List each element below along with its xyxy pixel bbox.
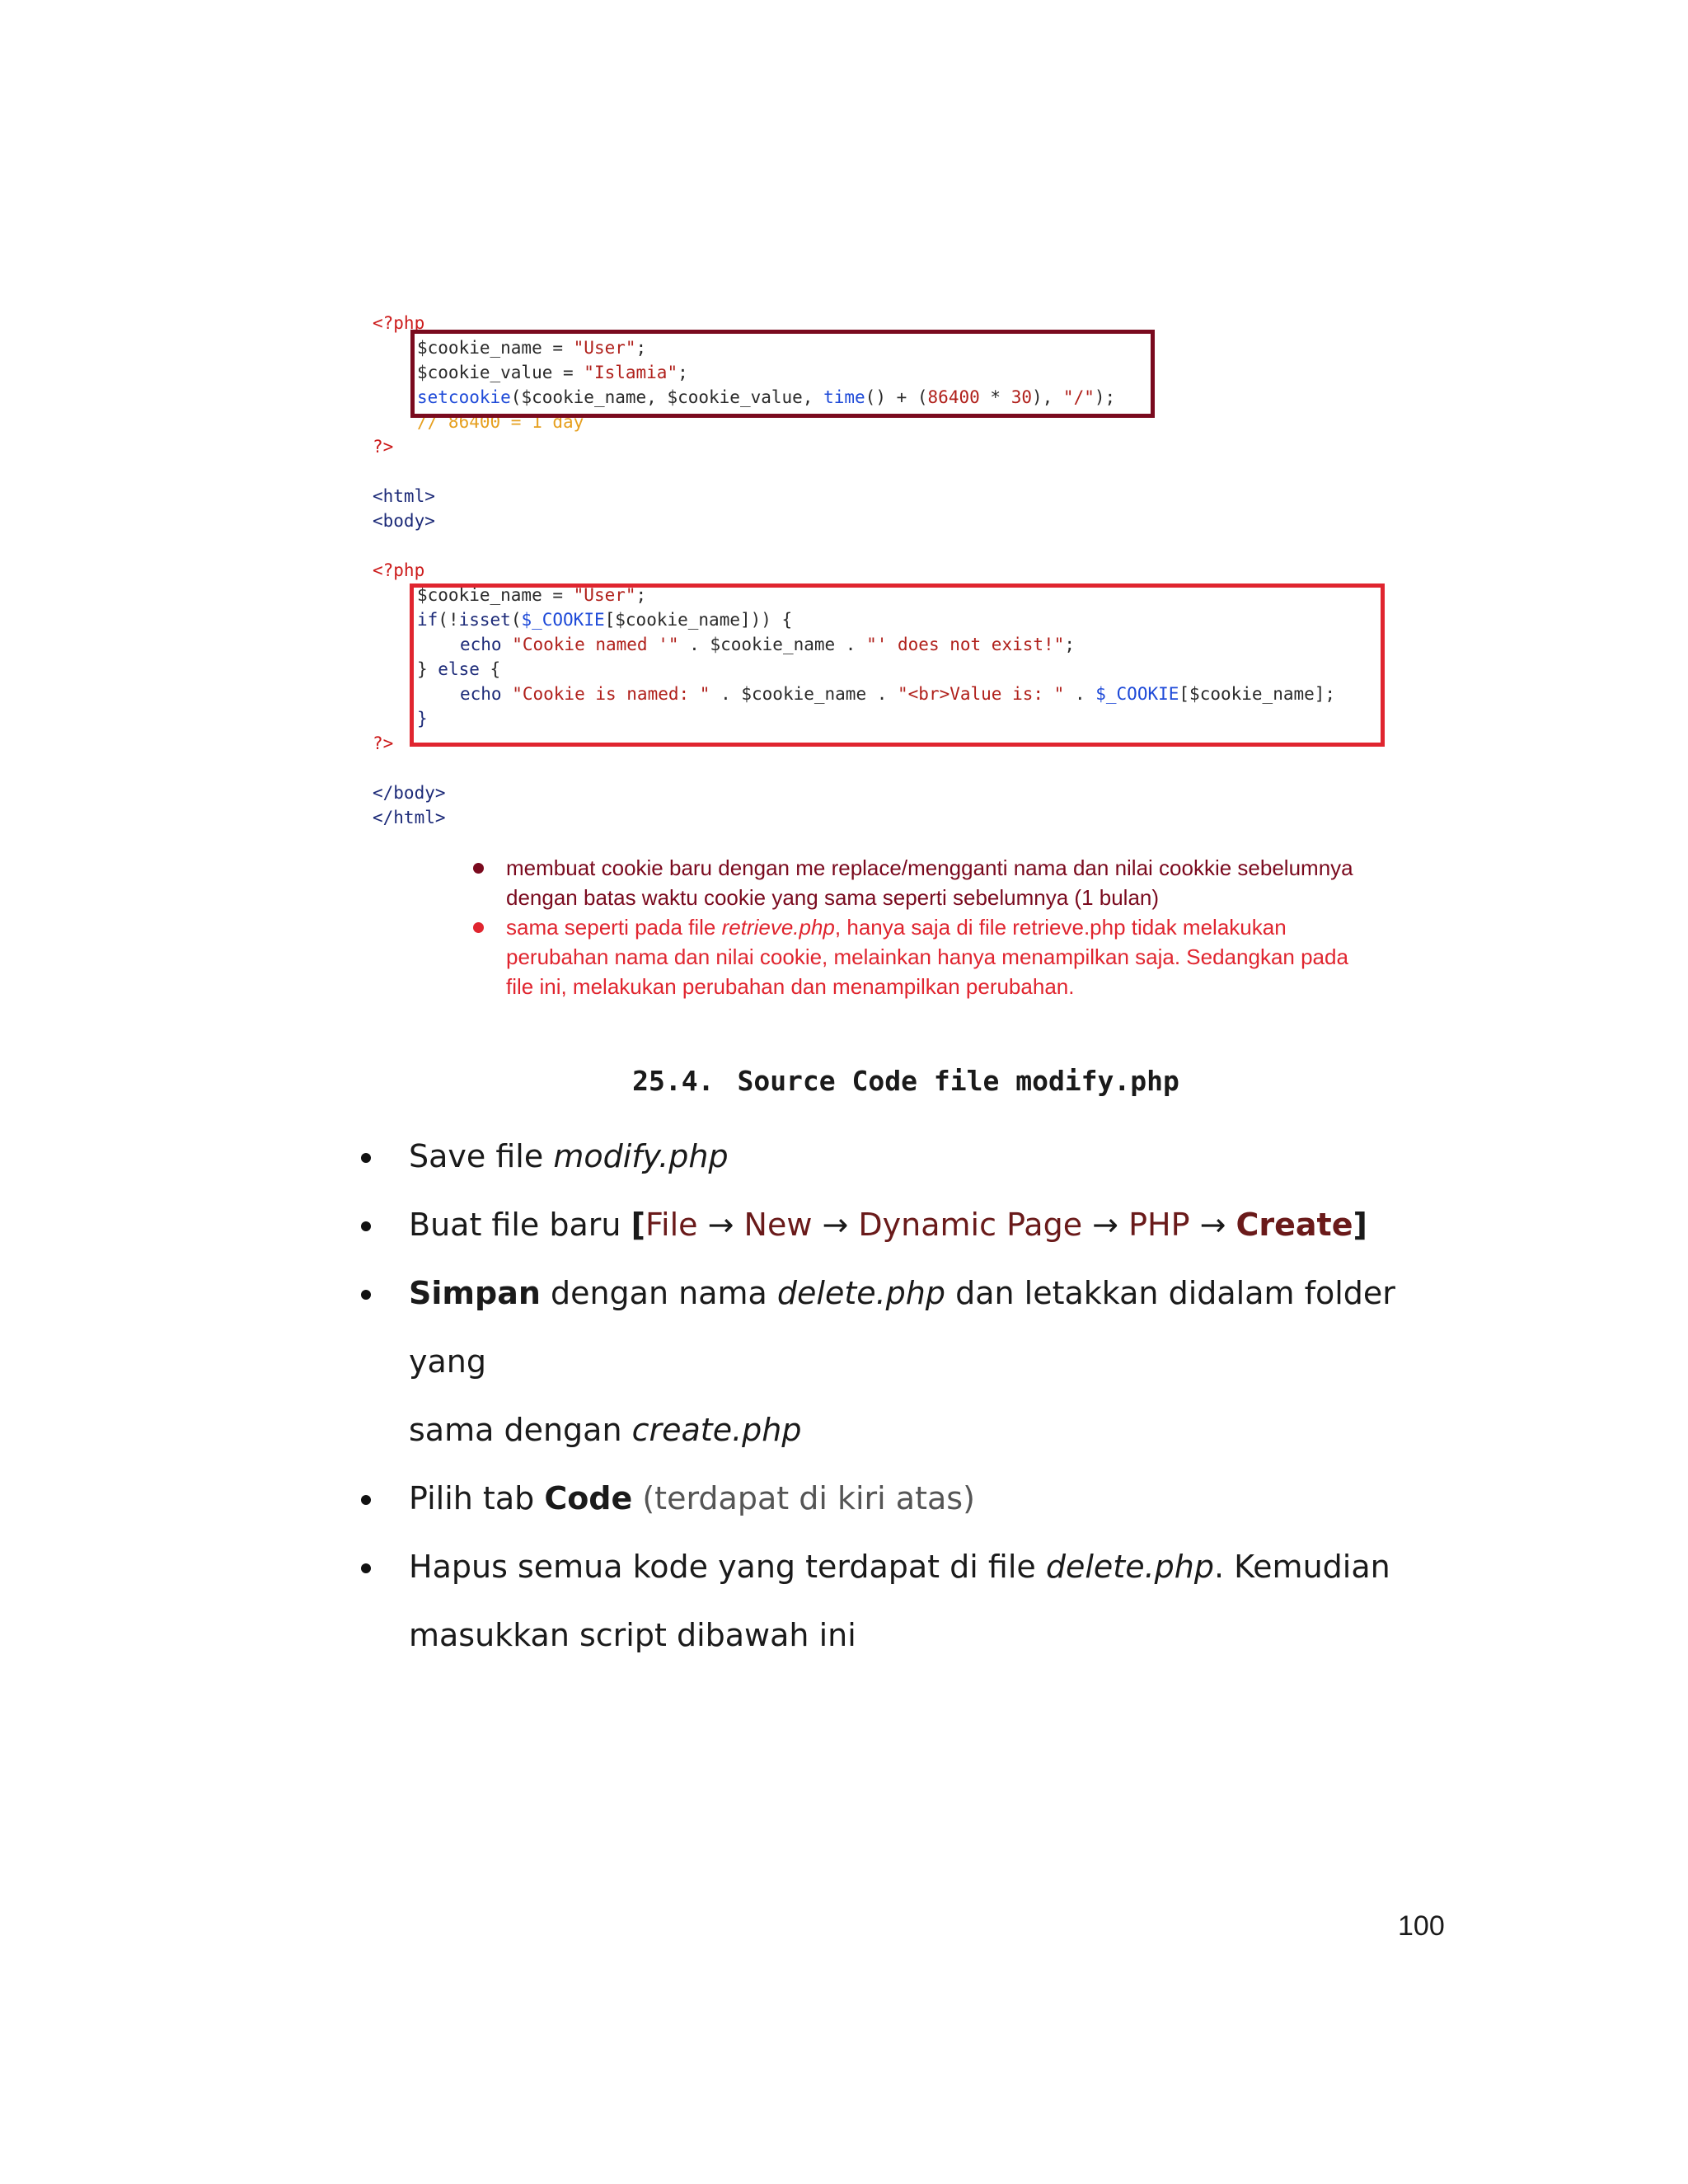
code-line: $cookie_name = "User"; <box>417 585 647 605</box>
list-item: Hapus semua kode yang terdapat di file delete.php. Kemudian masukkan script dibawah ini <box>409 1533 1431 1670</box>
code-screenshot <box>0 0 1688 857</box>
code-line: <html> <box>373 486 435 506</box>
figure-caption: 25.4. Source Code file modify.php <box>632 1065 1179 1097</box>
code-line: <?php <box>373 313 425 333</box>
list-item: Pilih tab Code (terdapat di kiri atas) <box>409 1465 1431 1533</box>
code-line: if(!isset($_COOKIE[$cookie_name])) { <box>417 610 793 630</box>
instruction-list <box>409 1122 1431 1670</box>
list-item: Buat file baru [File → New → Dynamic Page → PHP → Create] <box>409 1191 1431 1259</box>
bullet-dot-icon <box>361 1221 371 1231</box>
code-line: $cookie_name = "User"; <box>417 338 647 358</box>
code-line: setcookie($cookie_name, $cookie_value, time() + (86400 * 30), "/"); <box>417 387 1116 407</box>
bullet-dot-icon <box>361 1290 371 1300</box>
code-line: ?> <box>373 733 394 753</box>
annotation-note: sama seperti pada file retrieve.php, hanya saja di file retrieve.php tidak melakukan perubahan nama dan nilai cookie, melainkan hanya menampilkan saja. Sedangkan pada file ini, melakukan perubahan dan menampilkan perubahan. <box>506 912 1380 1001</box>
bullet-dot-icon <box>361 1563 371 1573</box>
code-line: </body> <box>373 783 446 803</box>
bullet-dot-icon <box>473 863 484 874</box>
code-line: </html> <box>373 808 446 827</box>
highlight-box-red <box>410 583 1385 747</box>
code-line: } <box>417 709 428 729</box>
code-line: } else { <box>417 659 501 679</box>
code-line: <?php <box>373 560 425 580</box>
list-item: Simpan dengan nama delete.php dan letakkan didalam folder yang sama dengan create.php <box>409 1259 1431 1465</box>
bullet-dot-icon <box>473 922 484 933</box>
code-line: <body> <box>373 511 435 531</box>
annotation-note: membuat cookie baru dengan me replace/mengganti nama dan nilai cookkie sebelumnya dengan batas waktu cookie yang sama seperti sebelumnya (1 bulan) <box>506 853 1380 912</box>
list-item: Save file modify.php <box>409 1122 1431 1191</box>
code-line: ?> <box>373 437 394 457</box>
code-line: $cookie_value = "Islamia"; <box>417 363 688 382</box>
code-comment: // 86400 = 1 day <box>417 412 584 432</box>
highlight-box-dark-red <box>410 330 1155 418</box>
bullet-dot-icon <box>361 1495 371 1505</box>
code-line: echo "Cookie named '" . $cookie_name . "' does not exist!"; <box>460 635 1075 654</box>
page-number: 100 <box>1398 1910 1445 1942</box>
code-line: echo "Cookie is named: " . $cookie_name . "<br>Value is: " . $_COOKIE[$cookie_name]; <box>460 684 1336 704</box>
bullet-dot-icon <box>361 1153 371 1163</box>
